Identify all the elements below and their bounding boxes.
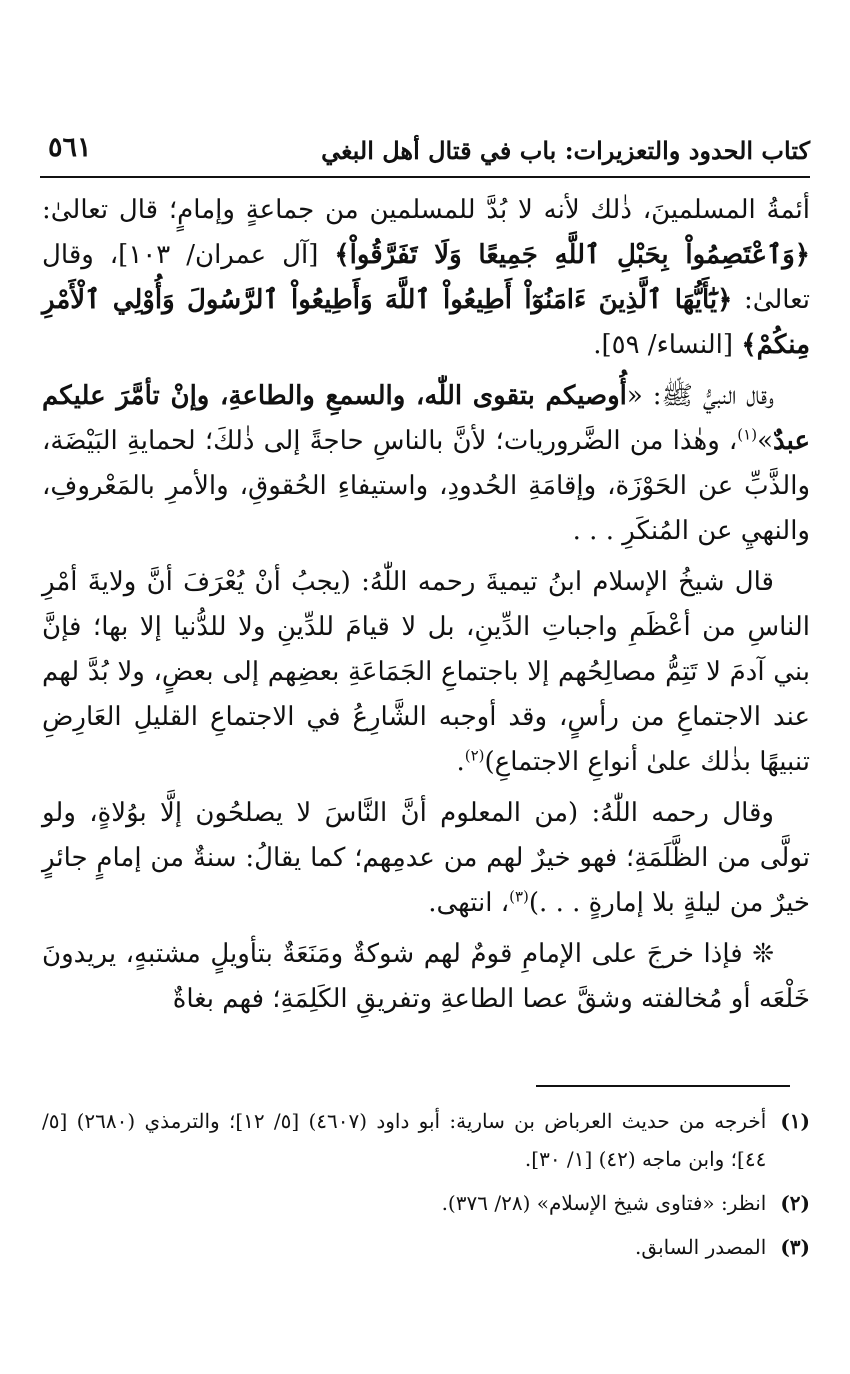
footnote-number: (١) — [780, 1109, 810, 1133]
paragraph-2-text-b: » — [757, 426, 773, 456]
footnote-number: (٢) — [780, 1191, 810, 1215]
paragraph-3-text-a: قال شيخُ الإسلام ابنُ تيميةَ رحمه اللّٰهُ: (يجبُ أنْ يُعْرَفَ أنَّ ولايةَ أمْرِ الناسِ من أعْظَمِ واجباتِ الدِّينِ، بل لا قيامَ للدِّينِ ولا للدُّنيا إلا بها؛ فإنَّ بني آدمَ لا تَتِمُّ مصالِحُهم إلا باجتماعِ الجَمَاعَةِ بعضِهم إلى بعضٍ، ولا بُدَّ لهم عند الاجتماعِ من رأسٍ، وقد أوجبه الشَّارِعُ في الاجتماعِ القليلِ العَارِضِ تنبيهًا بذٰلك علىٰ أنواعِ الاجتماعِ) — [42, 567, 810, 777]
main-text — [42, 188, 810, 1028]
paragraph-4 — [42, 791, 810, 926]
footnote-2 — [42, 1184, 810, 1222]
footnote-ref-3[interactable]: (٣) — [509, 887, 529, 906]
footnote-separator — [536, 1085, 790, 1087]
paragraph-2-text-c: ، وهٰذا من الضَّروريات؛ لأنَّ بالناسِ حاجةً إلى ذٰلكَ؛ لحمايةِ البَيْضَة، والذَّبِّ عن الحَوْزَة، وإقامَةِ الحُدودِ، واستيفاءِ الحُقوقِ، والأمرِ بالمَعْروفِ، والنهيِ عن المُنكَرِ . . . — [42, 426, 810, 546]
footnote-number: (٣) — [780, 1235, 810, 1259]
footnote-3 — [42, 1228, 810, 1266]
footnote-ref-1[interactable]: (١) — [737, 425, 758, 444]
page-number: ٥٦١ — [48, 132, 92, 163]
page-header — [40, 128, 810, 174]
paragraph-4-text-b: ، انتهى. — [428, 888, 510, 918]
paragraph-5-text: ❊ فإذا خرجَ على الإمامِ قومٌ لهم شوكةٌ ومَنَعَةٌ بتأويلٍ مشتبهٍ، يريدونَ خَلْعَه أو مُخالفته وشقَّ عصا الطاعةِ وتفريقِ الكَلِمَةِ؛ فهم بغاةٌ — [42, 939, 810, 1014]
footnote-text: المصدر السابق. — [635, 1235, 767, 1259]
footnotes — [42, 1102, 810, 1272]
footnote-text: انظر: «فتاوى شيخ الإسلام» (٢٨/ ٣٧٦). — [441, 1191, 767, 1215]
paragraph-1-text-a: أئمةُ المسلمينَ، ذٰلك لأنه لا بُدَّ للمسلمين من جماعةٍ وإمامٍ؛ قال تعالىٰ: — [42, 195, 810, 225]
hadith-quote: أُوصيكم بتقوى اللّٰه، والسمعِ والطاعةِ، وإنْ تأمَّرَ عليكم عبدٌ — [42, 381, 810, 456]
quran-verse-al-imran: ﴿وَٱعْتَصِمُواْ بِحَبْلِ ٱللَّهِ جَمِيعًا وَلَا تَفَرَّقُواْ﴾ — [334, 240, 810, 270]
paragraph-4-text-a: وقال رحمه اللّٰهُ: (من المعلوم أنَّ النَّاسَ لا يصلحُون إلَّا بوُلاةٍ، ولو تولَّى من الظَّلَمَةِ؛ فهو خيرٌ لهم من عدمِهم؛ كما يقالُ: سنةٌ من إمامٍ جائرٍ خيرٌ من ليلةٍ بلا إمارةٍ . . .) — [42, 798, 810, 918]
running-title: كتاب الحدود والتعزيرات: باب في قتال أهل البغي — [321, 136, 810, 165]
paragraph-1 — [42, 188, 810, 368]
quran-verse-an-nisa: ﴿يَٰٓأَيُّهَا ٱلَّذِينَ ءَامَنُوٓاْ أَطِيعُواْ ٱللَّهَ وَأَطِيعُواْ ٱلرَّسُولَ وَأُوْلِي ٱلْأَمْرِ مِنكُمْ﴾ — [42, 285, 810, 360]
header-rule — [40, 176, 810, 178]
paragraph-2-text-a: وقال النبيُّ ﷺ: « — [626, 381, 775, 411]
paragraph-1-text-b: [آل عمران/ ١٠٣]، وقال تعالىٰ: — [42, 240, 810, 315]
paragraph-3-text-b: . — [456, 747, 465, 777]
footnote-1 — [42, 1102, 810, 1178]
paragraph-1-text-c: [النساء/ ٥٩]. — [593, 330, 734, 360]
paragraph-2 — [42, 374, 810, 554]
footnote-text: أخرجه من حديث العرباض بن سارية: أبو داود (٤٦٠٧) [٥/ ١٢]؛ والترمذي (٢٦٨٠) [٥/ ٤٤]؛ وابن ماجه (٤٢) [١/ ٣٠]. — [42, 1109, 767, 1171]
paragraph-5 — [42, 932, 810, 1022]
footnote-ref-2[interactable]: (٢) — [464, 746, 485, 765]
paragraph-3 — [42, 560, 810, 785]
